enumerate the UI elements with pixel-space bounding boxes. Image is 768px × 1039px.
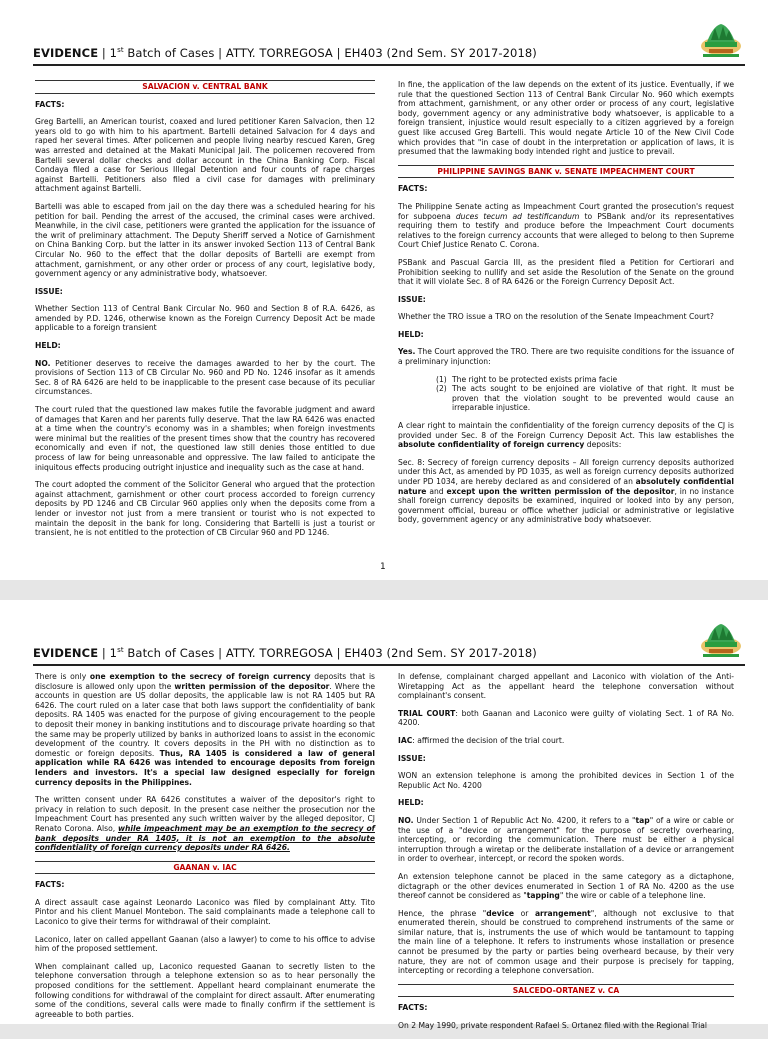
case-title: GAANAN v. IAC xyxy=(35,861,375,875)
issue-heading: ISSUE: xyxy=(35,286,63,296)
page2-left-column xyxy=(35,672,375,1027)
paragraph: The court adopted the comment of the Solicitor General who argued that the protection against attachment, garnishment or other court process accorded to foreign currency deposits by PD 1246 and CB Circular 960 applies only when the deposits come from a lender or investor not just from a mere transient or tourist who is not expected to maintain the deposit in the bank for long. Considering that Bartelli is just a tourist or transient, he is not entitled to the protection of CB Circular 960 and PD 1246. xyxy=(35,480,375,538)
school-logo-icon xyxy=(697,616,745,660)
facts-heading: FACTS: xyxy=(35,99,65,109)
list-item: (1) The right to be protected exists prima facie xyxy=(436,374,618,384)
page1-right-column xyxy=(398,80,734,533)
issue-heading: ISSUE: xyxy=(398,753,426,763)
paragraph: A clear right to maintain the confidentiality of the foreign currency deposits of the CJ is provided under Sec. 8 of the Foreign Currency Deposit Act. This law establishes the absolute confidentiality of foreign currency deposits: xyxy=(398,421,734,450)
page-number: 1 xyxy=(380,562,386,572)
paragraph: Whether Section 113 of Central Bank Circular No. 960 and Section 8 of R.A. 6426, as amended by P.D. 1246, otherwise known as the Foreign Currency Deposit Act be made applicable to a foreign transient xyxy=(35,304,375,333)
page2-right-column xyxy=(398,672,734,1039)
header-rule xyxy=(33,664,745,666)
header-text: EVIDENCE | 1st Batch of Cases | ATTY. TORREGOSA | EH403 (2nd Sem. SY 2017-2018) xyxy=(33,46,537,60)
quoted-provision: Sec. 8: Secrecy of foreign currency deposits – All foreign currency deposits authorized under this Act, as amended by PD 1035, as well as foreign currency deposits authorized under PD 1034, are hereby declared as and considered of an absolutely confidential nature and except upon the written permission of the depositor, in no instance shall foreign currency deposits be examined, inquired or looked into by any person, government official, bureau or office whether judicial or administrative or legislative body, government agency or any administrative body whatsoever. xyxy=(398,457,734,525)
paragraph: WON an extension telephone is among the prohibited devices in Section 1 of the Republic Act No. 4200 xyxy=(398,771,734,790)
held-heading: HELD: xyxy=(35,341,61,351)
paragraph: IAC: affirmed the decision of the trial court. xyxy=(398,735,565,745)
paragraph: The written consent under RA 6426 constitutes a waiver of the depositor's right to privacy in relation to such deposit. In the present case neither the prosecution nor the Impeachment Court has presented any such written waiver by the alleged depositor, CJ Renato Corona. Also, while impeachment may be an exemption to the secrecy of bank deposits under RA 1405, it is not an exemption to the absolute confidentiality of foreign currency deposits under RA 6426. xyxy=(35,795,375,853)
case-title: PHILIPPINE SAVINGS BANK v. SENATE IMPEACHMENT COURT xyxy=(398,165,734,179)
school-logo-icon xyxy=(697,16,745,60)
paragraph: On 2 May 1990, private respondent Rafael S. Ortanez filed with the Regional Trial xyxy=(398,1021,707,1031)
page-header xyxy=(33,600,745,660)
header-text: EVIDENCE | 1st Batch of Cases | ATTY. TORREGOSA | EH403 (2nd Sem. SY 2017-2018) xyxy=(33,646,537,660)
list-item: (2) The acts sought to be enjoined are violative of that right. It must be proven that the violation sought to be prevented would cause an irreparable injustice. xyxy=(436,384,734,413)
case-title: SALCEDO-ORTANEZ v. CA xyxy=(398,984,734,998)
paragraph: NO. Petitioner deserves to receive the damages awarded to her by the court. The provisions of Section 113 of CB Circular No. 960 and PD No. 1246 insofar as it amends Sec. 8 of RA 6426 are held to be inapplicable to the present case because of its peculiar circumstances. xyxy=(35,358,375,397)
case-title: SALVACION v. CENTRAL BANK xyxy=(35,80,375,94)
paragraph: When complainant called up, Laconico requested Gaanan to secretly listen to the telephone conversation through a telephone extension so as to hear personally the proposed conditions for the settlement. Appellant heard complainant enumerate the following conditions for withdrawal of the complaint for direct assault. After enumerating some of the conditions, several calls were made to finally confirm if the settlement is agreeable to both parties. xyxy=(35,961,375,1019)
facts-heading: FACTS: xyxy=(398,184,428,194)
paragraph: Laconico, later on called appellant Gaanan (also a lawyer) to come to his office to advise him of the proposed settlement. xyxy=(35,934,375,954)
page-header xyxy=(33,0,745,60)
header-rule xyxy=(33,64,745,66)
paragraph: PSBank and Pascual Garcia III, as the president filed a Petition for Certiorari and Prohibition seeking to nullify and set aside the Resolution of the Senate on the ground that it will violate Sec. 8 of RA 6426 or the Foreign Currency Deposit Act. xyxy=(398,257,734,287)
page1-left-column xyxy=(35,80,375,546)
conditions-list xyxy=(398,375,734,413)
paragraph: In defense, complainant charged appellant and Laconico with violation of the Anti-Wiretapping Act as the appellant heard the telephone conversation without complainant's consent. xyxy=(398,672,734,701)
paragraph: An extension telephone cannot be placed in the same category as a dictaphone, dictagraph or the other devices enumerated in Section 1 of RA No. 4200 as the use thereof cannot be considered as "tapping" the wire or cable of a telephone line. xyxy=(398,871,734,901)
paragraph: Hence, the phrase "device or arrangement", although not exclusive to that enumerated therein, should be construed to comprehend instruments of the same or similar nature, that is, instruments the use of which would be tantamount to tapping the main line of a telephone. It refers to instruments whose installation or presence cannot be presumed by the party or parties being overheard because, by their very nature, they are not of common usage and their purpose is precisely for tapping, intercepting or recording a telephone conversation. xyxy=(398,908,734,976)
facts-heading: FACTS: xyxy=(398,1003,428,1013)
issue-heading: ISSUE: xyxy=(398,294,426,304)
document-page-2 xyxy=(0,600,768,1031)
held-heading: HELD: xyxy=(398,798,424,808)
paragraph: There is only one exemption to the secrecy of foreign currency deposits that is disclosure is allowed only upon the written permission of the depositor. Where the accounts in question are US dollar deposits, the applicable law is not RA 1405 but RA 6426. The court ruled on a later case that both laws support the confidentiality of bank deposits. RA 1405 was enacted for the purpose of giving encouragement to the people to deposit their money in banking institutions and to discourage private hoarding so that the same may be properly utilized by banks in authorized loans to assist in the economic development of the country. It covers deposits in the PH with no distinction as to domestic or foreign deposits. Thus, RA 1405 is considered a law of general application while RA 6426 was intended to encourage deposits from foreign lenders and investors. It's a special law designed especially for foreign currency deposits in the Philippines. xyxy=(35,672,376,787)
paragraph: Greg Bartelli, an American tourist, coaxed and lured petitioner Karen Salvacion, then 12 years old to go with him to his apartment. Bartelli detained Salvacion for 4 days and raped her several times. After policemen and people living nearby rescued Karen, Greg was arrested and detained at the Makati Municipal Jail. The policemen recovered from Bartelli several dollar checks and dollar account in the China Banking Corp. Fiscal Condaya filed a case for Serious Illegal Detention and four counts of rape charges against Bartelli. Petitioners also filed a civil case for damages with preliminary attachment against Bartelli. xyxy=(35,117,375,194)
paragraph: Yes. The Court approved the TRO. There are two requisite conditions for the issuance of a preliminary injunction: xyxy=(398,347,734,367)
held-heading: HELD: xyxy=(398,329,424,339)
paragraph: A direct assault case against Leonardo Laconico was filed by complainant Atty. Tito Pintor and his client Manuel Montebon. The said complainants made a telephone call to Laconico to give their terms for withdrawal of their complaint. xyxy=(35,897,375,927)
facts-heading: FACTS: xyxy=(35,880,65,890)
paragraph: The court ruled that the questioned law makes futile the favorable judgment and award of damages that Karen and her parents fully deserve. That the law RA 6426 was enacted at a time when the country's economy was in a shambles; when foreign investments were minimal but the realities of the present times show that the country has recovered economically and even if not, the questioned law still denies those entitled to due process of law for being unreasonable and oppressive. The law failed to anticipate the iniquitous effects producing outright injustice and inequality such as the case at hand. xyxy=(35,405,375,472)
paragraph: TRIAL COURT: both Gaanan and Laconico were guilty of violating Sect. 1 of RA No. 4200. xyxy=(398,708,734,728)
paragraph: Whether the TRO issue a TRO on the resolution of the Senate Impeachment Court? xyxy=(398,312,714,322)
paragraph: NO. Under Section 1 of Republic Act No. 4200, it refers to a "tap" of a wire or cable or the use of a "device or arrangement" for the purpose of secretly overhearing, intercepting, or recording the communication. There must be either a physical interruption through a wiretap or the deliberate installation of a device or arrangement in order to overhear, intercept, or record the spoken words. xyxy=(398,815,734,864)
paragraph: In fine, the application of the law depends on the extent of its justice. Eventually, if we rule that the questioned Section 113 of Central Bank Circular No. 960 which exempts from attachment, garnishment, or any other order or process of any court, legislative body, government agency or any administrative body whatsoever, is applicable to a foreign transient, injustice would result especially to a citizen aggrieved by a foreign guest like accused Greg Bartelli. This would negate Article 10 of the New Civil Code which provides that "in case of doubt in the interpretation or application of laws, it is presumed that the lawmaking body intended right and justice to prevail. xyxy=(398,80,734,157)
paragraph: Bartelli was able to escaped from jail on the day there was a scheduled hearing for his petition for bail. Pending the arrest of the accused, the criminal cases were archived. Meanwhile, in the civil case, petitioners were granted the application for the issuance of the writ of preliminary attachment. The Deputy Sheriff served a Notice of Garnishment on China Banking Corp. but the latter in its answer invoked Section 113 of Central Bank Circular No. 960 to the effect that the dollar deposits of Bartelli are exempt from attachment, garnishment, or any other order or process of any court, legislative body, government agency or any administrative body, whatsoever. xyxy=(35,201,375,279)
paragraph: The Philippine Senate acting as Impeachment Court granted the prosecution's request for subpoena duces tecum ad testificandum to PSBank and/or its representatives requiring them to testify and produce before the Impeachment Court documents relatives to the foreign currency accounts that were alleged to belong to then Supreme Court Chief Justice Renato C. Corona. xyxy=(398,201,734,250)
